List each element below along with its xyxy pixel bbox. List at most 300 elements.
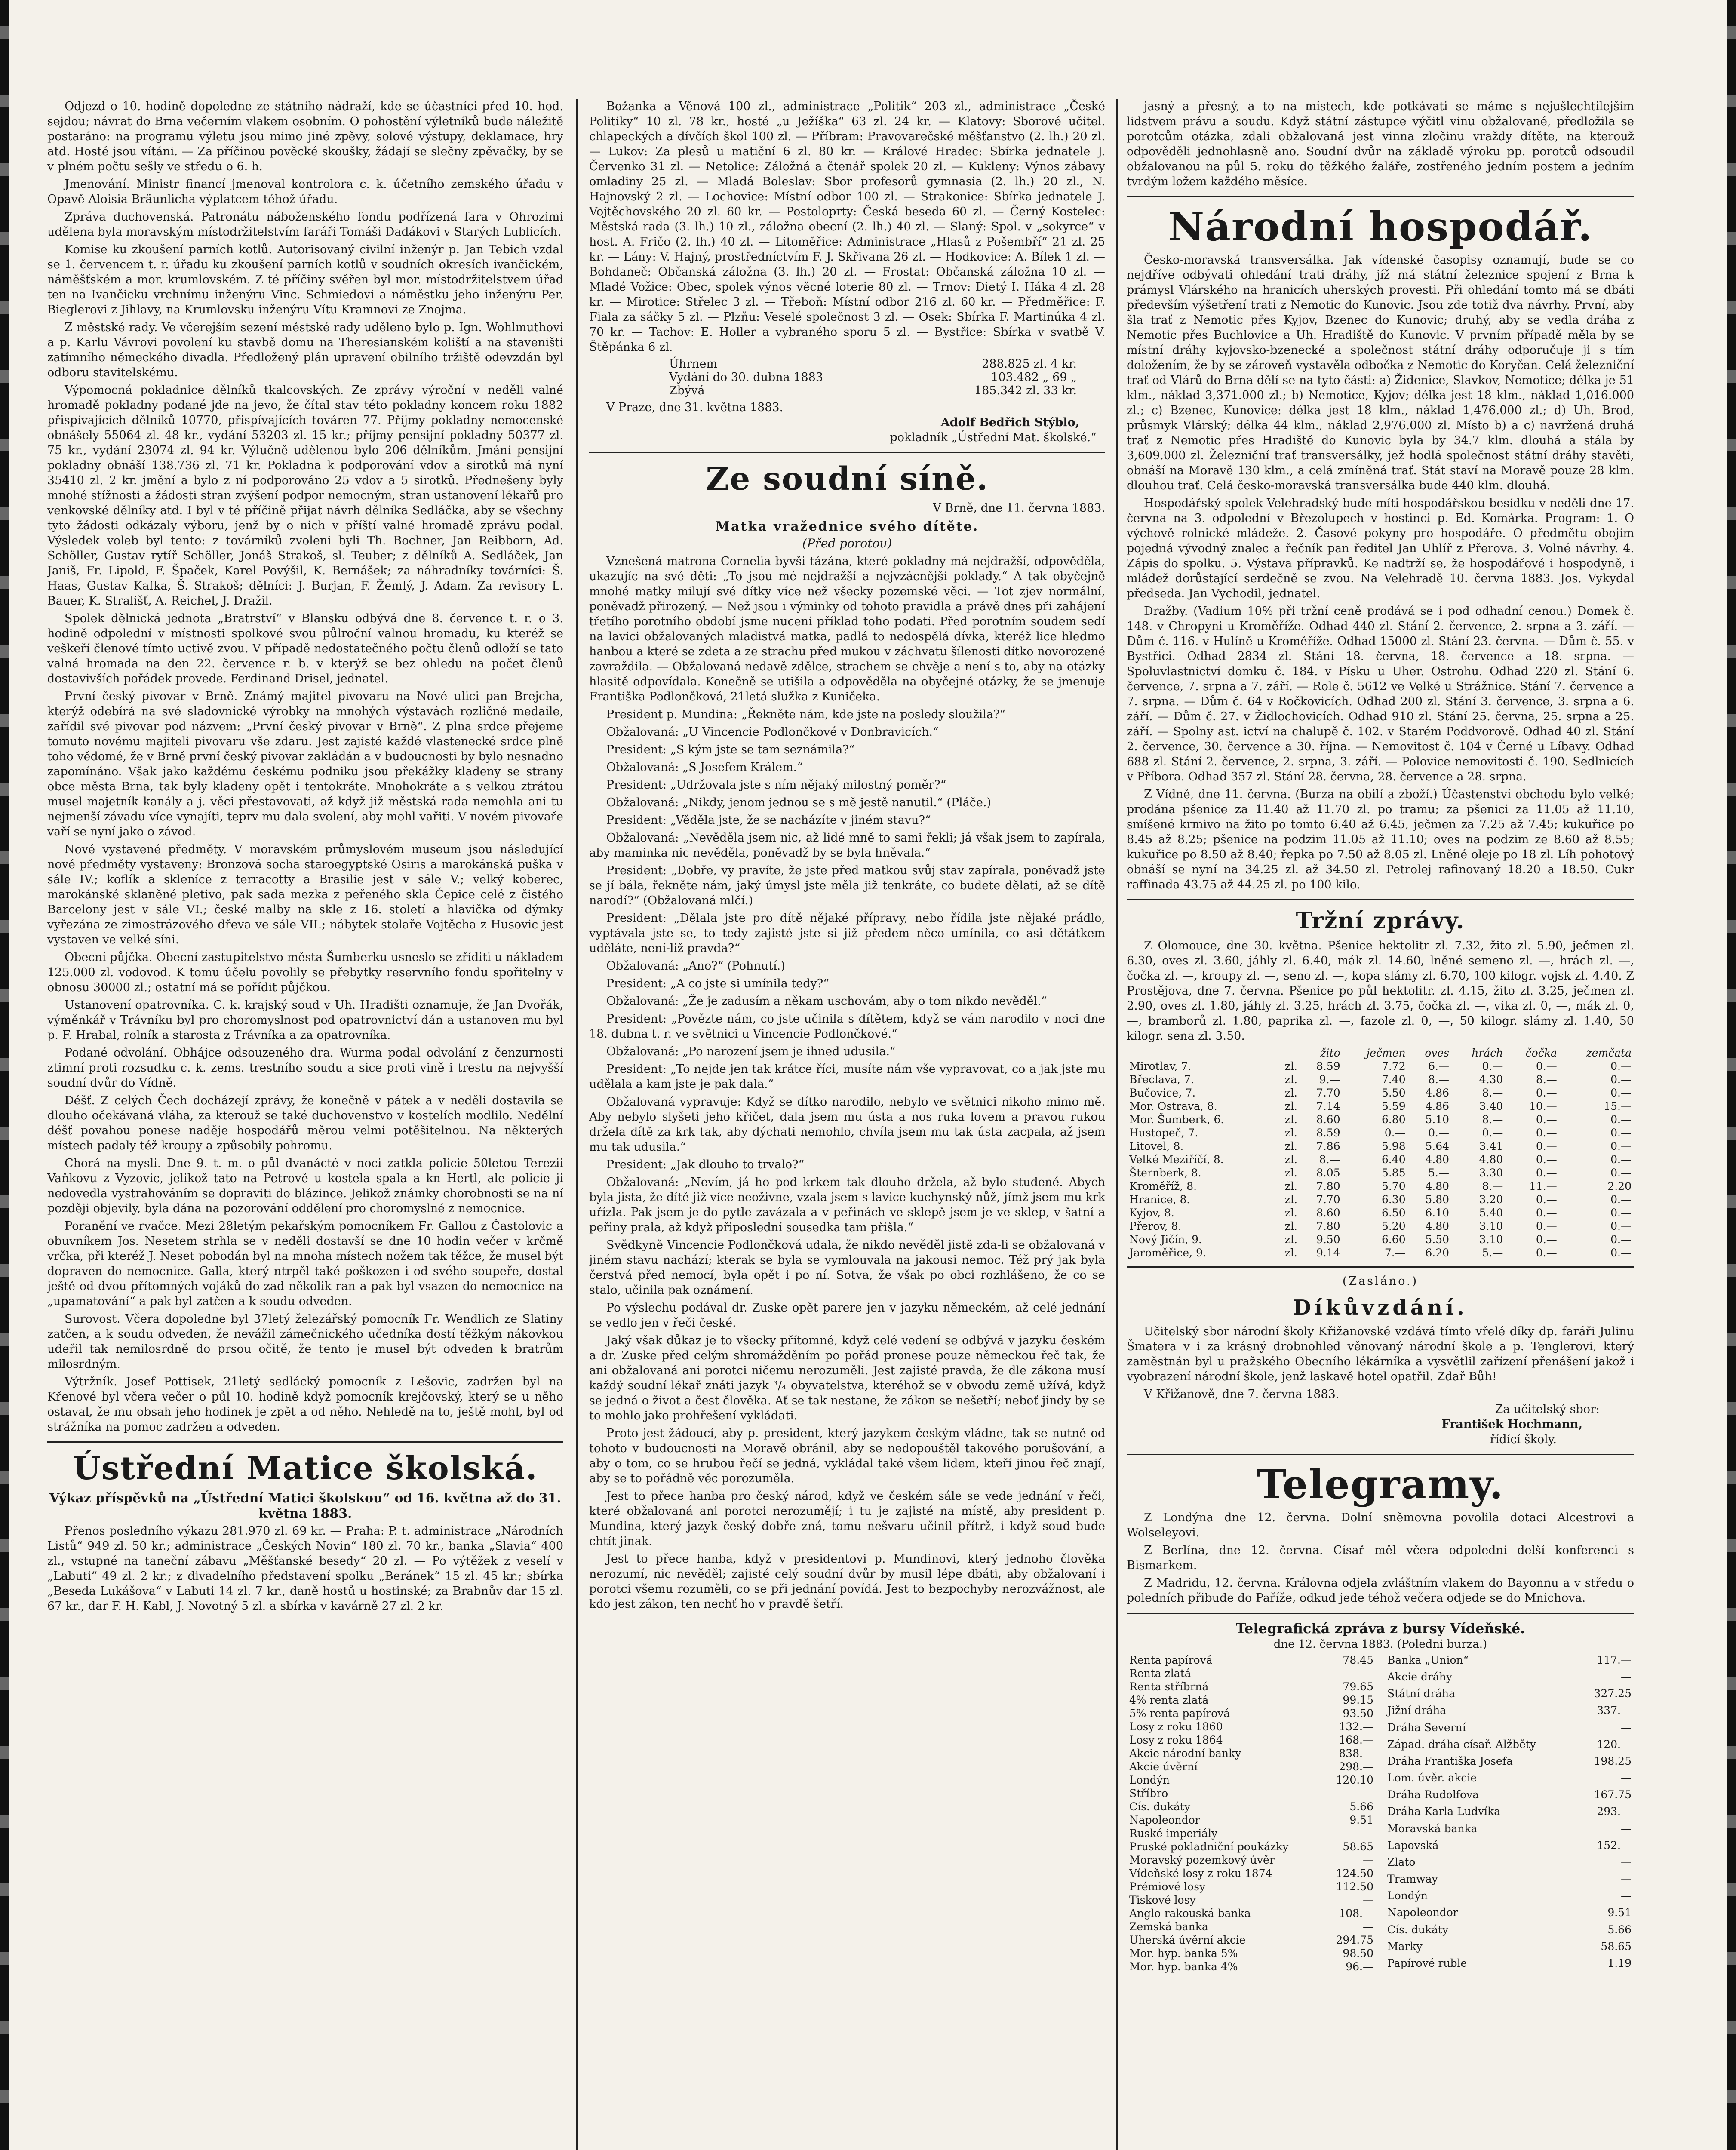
market-row-cell: 6.20 (1425, 1247, 1450, 1259)
court-paragraph: Obžalovaná: „Nikdy, jenom jednou se s mě jestě nanutil.“ (Pláče.) (606, 796, 991, 809)
market-row-cell: 15.— (1604, 1100, 1632, 1112)
market-row-cell: 8.— (1319, 1153, 1340, 1166)
stock-row-cell: Ruské imperiály (1129, 1827, 1218, 1840)
stock-row (1385, 1855, 1634, 1872)
stock-row (1385, 1889, 1634, 1906)
scan-edge-right (1727, 0, 1736, 2150)
market-row-cell: 5.— (1428, 1167, 1450, 1179)
market-row-cell: 0.— (1610, 1153, 1632, 1166)
news-paragraph: Déšť. Z celých Čech docházejí zprávy, že konečně v pátek a v neděli dostavila se dlouho očekávaná vláha, za kterouž se také duchovenstvo v kostelích modlilo. Nedělní déšť povahou ponese naděje hospodářů měrou velmi potěšitelnou. Na některých místech padaly též kroupy a způsobily pohromu. (47, 1094, 563, 1152)
stock-row (1385, 1940, 1634, 1956)
market-row-cell: 4.80 (1425, 1153, 1450, 1166)
market-row (1127, 1166, 1634, 1179)
stock-row (1127, 1773, 1376, 1787)
market-row-cell: 9.14 (1316, 1247, 1340, 1259)
thanks-sign-name: František Hochmann, (1441, 1418, 1582, 1431)
news-paragraph: Podané odvolání. Obhájce odsouzeného dra. Wurma podal odvolání z čenzurnosti ztimní proti rozsudku c. k. zems. trestního soudu a sice proti vině i trestu na nejvyšší soudní dvůr do Vídně. (47, 1046, 563, 1090)
market-row-cell: zl. (1284, 1207, 1297, 1219)
market-row-cell: Kyjov, 8. (1129, 1207, 1174, 1219)
stock-row-cell: 96.— (1346, 1960, 1373, 1973)
market-row-cell: 3.10 (1479, 1233, 1503, 1246)
market-row-cell: 0.— (1536, 1153, 1557, 1166)
stock-row-cell: 5.66 (1349, 1800, 1373, 1813)
market-row-cell: 4.80 (1425, 1180, 1450, 1192)
market-row-cell: Hustopeč, 7. (1129, 1127, 1198, 1139)
market-row-cell: zl. (1284, 1233, 1297, 1246)
stock-row-cell: Banka „Union“ (1387, 1654, 1469, 1666)
stock-row-cell: Prémiové losy (1129, 1880, 1206, 1893)
market-row (1127, 1193, 1634, 1206)
market-row-cell: 7.70 (1316, 1087, 1340, 1099)
market-row (1127, 1233, 1634, 1246)
stock-row-cell: 337.— (1597, 1704, 1632, 1717)
court-paragraph: President: „Udržovala jste s ním nějaký milostný poměr?“ (606, 778, 946, 792)
stock-row-cell: — (1621, 1855, 1632, 1868)
stock-row (1127, 1827, 1376, 1840)
market-row (1127, 1113, 1634, 1126)
market-row-cell: Mirotlav, 7. (1129, 1060, 1192, 1072)
market-row-cell: 6.30 (1381, 1193, 1406, 1206)
market-row-cell: 4.80 (1425, 1220, 1450, 1232)
market-row-cell: 0.— (1610, 1193, 1632, 1206)
matice-subtitle: Výkaz příspěvků na „Ústřední Matici školskou“ od 16. května až do 31. května 1883. (49, 1491, 561, 1521)
stock-row-cell: 293.— (1597, 1805, 1632, 1818)
market-row-cell: 5.20 (1381, 1220, 1406, 1232)
news-paragraph: Ustanovení opatrovníka. C. k. krajský soud v Uh. Hradišti oznamuje, že Jan Dvořák, výměnkář v Trávníku byl pro choromyslnost pod opatrovnictví dán a ustanoven mu byl p. F. Hrabal, rolník a starosta z Trávníka a za opatrovníka. (47, 998, 563, 1042)
market-row-cell: 5.80 (1425, 1193, 1450, 1206)
stock-row-cell: Anglo-rakouská banka (1129, 1907, 1251, 1920)
donations-summary (667, 357, 1079, 397)
market-row-cell: 7.72 (1381, 1060, 1406, 1072)
market-row-cell: 0.— (1610, 1127, 1632, 1139)
stock-row-cell: Dráha Františka Josefa (1387, 1754, 1513, 1767)
news-paragraph: Výpomocná pokladnice dělníků tkalcovských. Ze zprávy výroční v neděli valné hromadě pokladny podané jde na jevo, že čítal stav této pokladny koncem roku 1882 přispívajících dělníků 10770, přispívajících továren 77. Příjmy pokladny nemocenské obnášely 55064 zl. 48 kr., vydání 53203 zl. 15 kr.; příjmy pensijní pokladny 50377 zl. 75 kr., vydání 23074 zl. 94 kr. Výlučně udělenou bylo 206 dělníkům. Jmání pensijní pokladny obnáší 138.736 zl. 71 kr. Pokladna k podporování vdov a sirotků má nyní 35410 zl. 2 kr. jmění a bylo z ní podporováno 25 vdov a 5 sirotků. Přednešeny byly mnohé stížnosti a žádosti stran zvýšení podpor nemocným, stran ustanovení lékařů pro venkovské dělníky atd. I byl v té příčině přijat návrh dělníka Sedláčka, aby se všechny tyto žádosti odkázaly výboru, jenž by o nich v příští valné hromadě zprávu podal. Výsledek voleb byl tento: z továrníků zvoleni byli Th. Bochner, Jan Reibborn, Ad. Schöller, Gustav rytíř Schöller, Jonáš Strakoš, sl. Teuber; z dělníků A. Sedláček, Jan Janiš, Fr. Lipold, F. Špaček, Karel Povýšil, K. Bernášek; za náhradníky továrníci: Š. Haas, Gustav Kafka, Š. Strakoš; dělníci: J. Burjan, F. Žemlý, J. Adam. Za revisory L. Bauer, K. Strališť, A. Reichel, J. Dražil. (47, 384, 563, 608)
market-row-cell: 5.59 (1381, 1100, 1406, 1112)
stock-row-cell: — (1363, 1667, 1373, 1680)
stock-row-cell: Moravská banka (1387, 1822, 1478, 1835)
market-row-cell: 0.— (1536, 1127, 1557, 1139)
court-paragraph: Po výslechu podával dr. Zuske opět parere jen v jazyku německém, až celé jednání se vedlo jen v řeči české. (589, 1301, 1105, 1330)
thanks-note: (Zasláno.) (1342, 1275, 1419, 1288)
market-row-cell: zl. (1284, 1193, 1297, 1206)
column-3 (1127, 99, 1634, 2150)
stock-row-cell: 112.50 (1336, 1880, 1373, 1893)
market-row-cell: 7.— (1384, 1247, 1406, 1259)
stock-row (1127, 1907, 1376, 1920)
section-divider (589, 452, 1105, 453)
market-row-cell: 0.— (1536, 1193, 1557, 1206)
market-row-cell: 8.— (1482, 1113, 1503, 1126)
stock-row-cell: 108.— (1339, 1907, 1373, 1920)
market-header-cell (1127, 1046, 1274, 1060)
stock-row-cell: Tiskové losy (1129, 1894, 1196, 1906)
stock-row (1127, 1787, 1376, 1800)
stock-row-cell: Mor. hyp. banka 4% (1129, 1960, 1238, 1973)
stock-row-cell: Mor. hyp. banka 5% (1129, 1947, 1238, 1960)
section-divider (1127, 899, 1634, 900)
scan-edge-left (0, 0, 9, 2150)
stock-row (1385, 1822, 1634, 1839)
market-row-cell: 6.— (1428, 1060, 1450, 1072)
telegrams (1127, 1510, 1634, 1606)
economy-paragraph: Česko-moravská transversálka. Jak vídenské časopisy oznamují, bude se co nejdříve odbývati ohledání trati dráhy, jíž má státní železnice spojení z Brna k prámysl Vlárského na hranicích uherských provesti. Při ohledání tomto má se dbáti především výšetření trati z Nemotic do Kunovic. Jsou zde totiž dva návrhy. První, aby šla trať z Nemotic přes Kyjov, Bzenec do Kunovic; druhý, aby se vedla dráha z Nemotic přes Buchlovice a Uh. Hradiště do Kunovic. V prvním případě měla by se místní dráhy kyjovsko-bzenecké a společnost státní dráhy odporučuje ji s tím doložením, že by se zároveň vystavěla odbočka z Nemotic do Koryčan. Celá železniční trať od Vlárů do Brna dělí se na tyto části: a) Židenice, Slavkov, Nemotice; délka je 51 klm., náklad 3,371.000 zl.; b) Nemotice, Kyjov; délka jest 18 klm., náklad 1,016.000 zl.; c) Bzenec, Kunovice: délka jest 18 klm., náklad 1,476.000 zl.; d) Uh. Brod, průsmyk Vlárský; délka 44 klm., náklad 2,976.000 zl. Místo b) a c) navržená druhá trať z Nemotic přes Hradiště do Kunovic byla by 34.7 klm. dlouhá a stála by 3,609.000 zl. Železniční trať transversálky, jež hodlá společnost státní dráhy stavěti, obnáší na Moravě 130 klm., a celá zmíněná trať. Stát staví na Moravě pouze 28 klm. dlouhou trať. Celá česko-moravská transversálka bude 440 klm. dlouhá. (1127, 253, 1634, 492)
stock-row (1385, 1805, 1634, 1821)
stock-row (1385, 1721, 1634, 1738)
stock-row-cell: Losy z roku 1864 (1129, 1734, 1223, 1746)
market-row-cell: 11.— (1529, 1180, 1557, 1192)
market-row-cell: Šternberk, 8. (1129, 1167, 1201, 1179)
stock-row (1127, 1693, 1376, 1707)
market-row-cell: zl. (1284, 1100, 1297, 1112)
stock-row-cell: Losy z roku 1860 (1129, 1720, 1223, 1733)
market-row-cell: zl. (1284, 1220, 1297, 1232)
market-row-cell: 0.— (1536, 1207, 1557, 1219)
stock-row-cell: Renta zlatá (1129, 1667, 1191, 1680)
market-title: Tržní zprávy. (1296, 908, 1465, 934)
market-row (1127, 1219, 1634, 1233)
market-row-cell: 8.60 (1316, 1113, 1340, 1126)
stock-row-cell: Zlato (1387, 1855, 1416, 1868)
stock-row-cell: Napoleondor (1129, 1814, 1200, 1826)
market-row-cell: 3.20 (1479, 1193, 1503, 1206)
market-row-cell: 0.— (1536, 1220, 1557, 1232)
market-header-cell: čočka (1525, 1047, 1557, 1059)
market-row-cell: 0.— (1610, 1073, 1632, 1086)
section-divider (47, 1441, 563, 1443)
stock-row-cell: 327.25 (1594, 1687, 1632, 1700)
stock-row-cell: 78.45 (1343, 1654, 1373, 1666)
market-row-cell: 6.50 (1381, 1207, 1406, 1219)
market-row (1127, 1126, 1634, 1140)
market-row (1127, 1086, 1634, 1100)
stock-row-cell: Renta papírová (1129, 1654, 1213, 1666)
market-row (1127, 1140, 1634, 1153)
section-divider (1127, 1612, 1634, 1614)
market-row-cell: Litovel, 8. (1129, 1140, 1184, 1152)
market-row-cell: zl. (1284, 1247, 1297, 1259)
market-row-cell: 0.— (1536, 1113, 1557, 1126)
thanks-text: Učitelský sbor národní školy Křižanovské vzdává tímto vřelé díky dp. faráři Julinu Šmatera v i za krásný drobnohled věnovaný národní škole a p. Tenglerovi, který zaměstnán byl u pražského Obecního lékárníka a vysvětlil zařízení přenášení jakož i vyobrazení národní škole, jenž laskavě hotel opatřil. Zdař Bůh! (1127, 1325, 1634, 1383)
market-row-cell: Hranice, 8. (1129, 1193, 1190, 1206)
stock-row-cell: 294.75 (1336, 1934, 1373, 1946)
stock-row-cell: 117.— (1597, 1654, 1632, 1666)
market-row-cell: 5.64 (1425, 1140, 1450, 1152)
market-row-cell: 8.60 (1316, 1207, 1340, 1219)
court-paragraph: Jest to přece hanba, když v presidentovi p. Mundinovi, který jednoho člověka nerozumí, nic nevěděl; zajisté celý soudní dvůr by musil lépe dbáti, aby obžalovaní i porotci všemu rozuměli, co se při jednání povídá. Jest to bezpochyby nerozvážnost, ale kdo jest zákon, ten nechť ho v pravdě šetří. (589, 1552, 1105, 1611)
market-row-cell: 7.40 (1381, 1073, 1406, 1086)
market-row-cell: 5.— (1482, 1247, 1503, 1259)
market-row-cell: 0.— (1536, 1247, 1557, 1259)
stock-row-cell: 198.25 (1594, 1754, 1632, 1767)
matice-text: Přenos posledního výkazu 281.970 zl. 69 kr. — Praha: P. t. administrace „Národních Listů“ 949 zl. 50 kr.; administrace „Českých Novin“ 180 zl. 70 kr., banka „Slavia“ 400 zl., vstupné na taneční zábavu „Měšťanské besedy“ 20 zl. — Po výtěžek z veselí v „Labuti“ 49 zl. 2 kr.; z divadelního představení spolku „Beránek“ 15 zl. 45 kr.; sbírka „Beseda Lukášova“ v Labuti 14 zl. 7 kr., daně hostů u hostinské; za Brabnův dar 15 zl. 67 kr., dar F. H. Kabl, J. Novotný 5 zl. a sbírka v kavárně 27 zl. 2 kr. (47, 1524, 563, 1613)
market-row-cell: 5.50 (1381, 1087, 1406, 1099)
news-paragraph: Komise ku zkoušení parních kotlů. Autorisovaný civilní inženýr p. Jan Tebich vzdal se 1. červencem t. r. úřadu ku zkoušení parních kotlů v soudních okresích ivančickém, náměšťském a mor. krumlovském. Z té příčiny svěřen byl mor. místodržitelstvem úřad ten na Ivančicku vrchnímu inženýru Vinc. Schmiedovi a náměstku jeho inženýru Per. Bieglerovi z Jihlavy, na Krumlovsku inženýru Vítu Kramnovi ze Znojma. (47, 243, 563, 316)
stock-row-cell: — (1363, 1854, 1373, 1866)
stock-row-cell: Vídeňské losy z roku 1874 (1129, 1867, 1272, 1880)
telegram-paragraph: Z Madridu, 12. června. Královna odjela zvláštním vlakem do Bayonnu a v středu o poledních přibude do Paříže, odkud jede téhož večera odjede se do Mnichova. (1127, 1576, 1634, 1605)
stock-row-cell: Pruské pokladniční poukázky (1129, 1840, 1289, 1853)
stock-row (1127, 1653, 1376, 1667)
stock-row-cell: — (1363, 1894, 1373, 1906)
summary-row-cell: 103.482 „ 69 „ (991, 371, 1077, 384)
thanks-sign-role: řídící školy. (1490, 1433, 1557, 1446)
market-row-cell: 8.05 (1316, 1167, 1340, 1179)
news-paragraph: První český pivovar v Brně. Známý majitel pivovaru na Nové ulici pan Brejcha, kterýž odebírá na své sladovnické výrobky na mnohých výstavách rozličné medaile, zařídil své pivovar pod názvem: „První český pivovar v Brně“. Z plna srdce přejeme tomuto novému majiteli pivovaru vše zdaru. Jest zajisté každé vlastenecké srdce plně toho vědomé, že v Brně první český pivovar zakládán a v budoucnosti by bylo nesnadno zapomínáno. Však jako každému českému podniku jsou překážky kladeny se strany obce města Brna, tak byly kladeny opět i tentokráte. Mnohokráte a s velkou ztrátou musel majetník kanály a j. věci přestavovati, až když již městská rada nemohla ani tu nejmenší závadu více vynajíti, teprv mu dala svolení, aby mohl vařiti. V novém pivovaře vaří se nyní jako o závod. (47, 690, 563, 838)
telegram-paragraph: Z Londýna dne 12. června. Dolní sněmovna povolila dotaci Alcestrovi a Wolseleyovi. (1127, 1511, 1634, 1539)
market-row-cell: zl. (1284, 1060, 1297, 1072)
stock-row-cell: Akcie úvěrní (1129, 1760, 1198, 1773)
stock-row-cell: Akcie národní banky (1129, 1747, 1241, 1760)
market-row-cell: 3.40 (1479, 1100, 1503, 1112)
market-row-cell: 6.80 (1381, 1113, 1406, 1126)
local-news (47, 99, 563, 1434)
market-row-cell: 0.— (1610, 1140, 1632, 1152)
market-row-cell: 0.— (1536, 1060, 1557, 1072)
court-paragraph: President: „S kým jste se tam seznámila?“ (606, 743, 855, 756)
stock-row (1127, 1733, 1376, 1747)
market-row-cell: 0.— (1610, 1207, 1632, 1219)
court-paragraph: Obžalovaná: „Nevěděla jsem nic, až lidé mně to sami řekli; já však jsem to zapírala, aby maminka nic nevěděla, poněvadž by se byla hněvala.“ (589, 831, 1105, 860)
stock-row (1385, 1653, 1634, 1670)
market-header-cell: ječmen (1366, 1047, 1406, 1059)
court-paragraph: Obžalovaná: „Ano?“ (Pohnutí.) (606, 959, 785, 973)
thanks-title: Díkůvzdání. (1293, 1296, 1468, 1320)
market-row-cell: 7.86 (1316, 1140, 1340, 1152)
market-row-cell: 0.— (1610, 1060, 1632, 1072)
news-paragraph: Zpráva duchovenská. Patronátu náboženského fondu podřízená fara v Ohrozimi udělena byla moravským místodržitelstvím faráři Tomáši Dadákovi v Starých Lublicích. (47, 210, 563, 239)
court-paragraph: President p. Mundina: „Řekněte nám, kde jste na posledy sloužila?“ (606, 708, 1006, 721)
market-row-cell: zl. (1284, 1180, 1297, 1192)
stock-table-left (1127, 1653, 1376, 1973)
court-paragraph: Obžalovaná: „S Josefem Králem.“ (606, 761, 803, 774)
stock-row-cell: Státní dráha (1387, 1687, 1456, 1700)
market-row (1127, 1073, 1634, 1086)
court-paragraph: Obžalovaná: „Po narození jsem je ihned udusila.“ (606, 1045, 896, 1058)
thanks-place: V Křižanově, dne 7. června 1883. (1144, 1388, 1340, 1401)
stock-row-cell: 1.19 (1607, 1956, 1632, 1969)
stock-row (1127, 1880, 1376, 1893)
market-row-cell: 3.10 (1479, 1220, 1503, 1232)
stock-row-cell: — (1621, 1889, 1632, 1902)
market-row-cell: 0.— (1428, 1127, 1450, 1139)
stock-row-cell: — (1363, 1827, 1373, 1840)
summary-row (667, 384, 1079, 397)
stock-row-cell: Lom. úvěr. akcie (1387, 1772, 1477, 1784)
stock-row (1127, 1720, 1376, 1733)
market-row-cell: 4.86 (1425, 1087, 1450, 1099)
news-paragraph: Surovost. Včera dopoledne byl 37letý železářský pomocník Fr. Wendlich ze Slatiny zatčen, a k soudu odveden, že nevážil zámečnického učedníka dostí těžkým nákovkou udeřil tak nemilosrdně do prsou očitě, že tento je musel být odveden k bratrům milosrdným. (47, 1312, 563, 1371)
stock-row-cell: — (1363, 1920, 1373, 1933)
market-row-cell: 8.— (1482, 1180, 1503, 1192)
stock-row (1127, 1920, 1376, 1933)
market-row-cell: Mor. Šumberk, 6. (1129, 1113, 1224, 1126)
market-row-cell: 8.59 (1316, 1127, 1340, 1139)
stock-row (1385, 1839, 1634, 1855)
stock-row-cell: — (1621, 1873, 1632, 1886)
stock-row-cell: 5% renta papírová (1129, 1707, 1230, 1720)
telegram-paragraph: Z Berlína, dne 12. června. Císař měl včera odpolední delší konferenci s Bismarkem. (1127, 1544, 1634, 1572)
market-row-cell: 5.50 (1425, 1233, 1450, 1246)
stock-row-cell: 152.— (1597, 1839, 1632, 1852)
stock-row-cell: Západ. dráha císař. Alžběty (1387, 1738, 1536, 1751)
telegram-title: Telegramy. (1257, 1461, 1504, 1508)
news-paragraph: Odjezd o 10. hodině dopoledne ze státního nádraží, kde se účastníci před 10. hod. sejdou; návrat do Brna večerním vlakem osobním. O pohostění výletníků bude náležitě postaráno: na programu výletu jsou mimo jiné zpěvy, solové výstupy, deklamace, hry atd. Hosté jsou vítáni. — Za příčinou pověcké skoušky, žádají se slečny zpěvačky, by se v plném počtu sešly ve středu o 6. h. (47, 100, 563, 173)
court-title: Ze soudní síně. (706, 461, 989, 498)
market-row-cell: 0.— (1536, 1087, 1557, 1099)
signature-role: pokladník „Ústřední Mat. školské.“ (890, 431, 1097, 444)
market-row-cell: 0.— (1610, 1233, 1632, 1246)
market-row-cell: 8.— (1482, 1087, 1503, 1099)
news-paragraph: Nové vystavené předměty. V moravském průmyslovém museum jsou následující nové předměty vystaveny: Bronzová socha staroegyptské Osiris a marokánská puška v sále IV.; koflík a skleníce z terracotty a Brasilie jest v sále V.; velký koberec, marokánské sklaněné pletivo, pak sada mezka z peřeného skla Čepice celé z čistého Barcelony jest v sále VI.; české malby na skle z 16. století a hlavička od dýmky vyřezána ze zimostrázového dřeva ve sále VII.; nábytek stolaře Vojtěcha z Husovic jest vystaven ve velké síni. (47, 843, 563, 946)
stock-row (1127, 1760, 1376, 1773)
market-row-cell: 4.80 (1479, 1153, 1503, 1166)
section-divider (1127, 1454, 1634, 1455)
court-paragraph: Vznešená matrona Cornelia byvši tázána, které pokladny má nejdražší, odpověděla, ukazujíc na své děti: „To jsou mé nejdražší a nejvzácnější poklady.“ A tak obyčejně mnohé matky milují své dítky více než všecky pozemské věci. — Tot zjev normální, poněvadž přirozený. — Než jsou i výminky od tohoto pravidla a právě dnes při zahájení třetího porotního období jsme nuceni příklad toho podati. Před porotním soudem sedí na lavici obžalovaných mladistvá matka, padlá to nedospělá dívka, kteréž lice hledmo hanbou a které se zdeta a ze strachu před mukou v záchvatu šílenosti dítko novorozené zavraždila. — Obžalovaná nedavě zdělce, strachem se chvěje a není s to, aby na otázky hlasitě odpovídala. Konečně se utišila a odpověděla na obyčejné otázky, že se jmenuje Františka Podlončková, 21letá služka z Kuničeka. (589, 555, 1105, 703)
stock-row-cell: 298.— (1339, 1760, 1373, 1773)
court-paragraph: President: „Dobře, vy pravíte, že jste před matkou svůj stav zapírala, poněvadž jste se jí bála, řekněte nám, jaký úmysl jste měla již tenkráte, co budete dělati, až se dítě narodí?“ (Obžalovaná mlčí.) (589, 864, 1105, 907)
court-paragraph: President: „Jak dlouho to trvalo?“ (606, 1158, 805, 1171)
economy-paragraph: Dražby. (Vadium 10% při tržní ceně prodává se i pod odhadní cenou.) Domek č. 148. v Chropyni u Kroměříže. Odhad 440 zl. Stání 2. července, 2. srpna a 3. září. — Dům č. 116. v Hulíně u Kroměříže. Odhad 15000 zl. Stání 23. června. — Dům č. 55. v Bystřici. Odhad 2834 zl. Stání 18. června, 18. července a 18. srpna. — Spoluvlastnictví domku č. 184. v Písku u Uher. Ostrohu. Odhad 220 zl. Stání 6. července, 7. srpna a 7. září. — Role č. 5612 ve Velké u Strážnice. Stání 7. července a 7. srpna. — Dům č. 64 v Ročkovicích. Odhad 200 zl. Stání 3. července, 3. srpna a 6. září. — Dům č. 27. v Židlochovicích. Odhad 910 zl. Stání 25. června, 25. srpna a 25. září. — Spolny ast. ictví na chalupě č. 102. v Starém Poddvorově. Odhad 40 zl. Stání 2. července, 30. července a 30. října. — Nemovitost č. 104 v Černé u Líbavy. Odhad 688 zl. Stání 2. července, 2. srpna, 3. září. — Polovice nemovitosti č. 190. Sedlnicích v Příbora. Odhad 357 zl. Stání 28. června, 28. července a 28. srpna. (1127, 605, 1634, 783)
stock-row-cell: 132.— (1339, 1720, 1373, 1733)
stock-row-cell: Stříbro (1129, 1787, 1168, 1800)
stock-row (1385, 1906, 1634, 1923)
stock-row-cell: 168.— (1339, 1734, 1373, 1746)
court-paragraph: Jest to přece hanba pro český národ, když ve českém sále se vede jednání v řeči, které obžalovaná ani porotci nerozumějí; i tu je zajisté na místě, aby president p. Mundina, který jazyk český dobře zná, tomu nešvaru učinil přítrž, i když soud bude chtít jinak. (589, 1490, 1105, 1548)
stock-row-cell: Cís. dukáty (1129, 1800, 1191, 1813)
market-row-cell: 5.85 (1381, 1167, 1406, 1179)
market-row-cell: 8.— (1428, 1073, 1450, 1086)
stock-table-right (1385, 1653, 1634, 1973)
market-row-cell: zl. (1284, 1073, 1297, 1086)
stock-row-cell: 79.65 (1343, 1680, 1373, 1693)
signature-name: Adolf Bedřich Stýblo, (940, 416, 1079, 429)
stock-row (1385, 1788, 1634, 1805)
market-row (1127, 1100, 1634, 1113)
stock-row (1127, 1840, 1376, 1853)
donations-text: Božanka a Věnová 100 zl., administrace „Politik“ 203 zl., administrace „České Politiky“ 10 zl. 78 kr., hosté „u Ježíška“ 63 zl. 24 kr. — Klatovy: Sborové učitel. chlapeckých a dívčích škol 100 zl. — Příbram: Pravovarečské měšťanstvo (2. lh.) 20 zl. — Lukov: Za plesů u matiční 6 zl. 80 kr. — Králové Hradec: Sbírka jednatele J. Červenko 31 zl. — Netolice: Záložná a čtenář spolek 20 zl. — Kukleny: Výnos zábavy omladiny 25 zl. — Mladá Boleslav: Sbor profesorů gymnasia (2. lh.) 20 zl., N. Hajnovský 2 zl. — Lochovice: Místní odbor 100 zl. — Strakonice: Sbírka jednatele J. Vojtěchovského 20 zl. 60 kr. — Postoloprty: Česká beseda 60 zl. — Černý Kostelec: Městská rada (3. lh.) 10 zl., záložna obecní (2. lh.) 40 zl. — Slaný: Spol. v „sokyrce“ v host. A. Fričo (2. lh.) 40 zl. — Litoměřice: Administrace „Hlasů z Pošembří“ 21 zl. 25 kr. — Lány: V. Hajný, prostředníctvím F. J. Skřivana 26 zl. — Hodkovice: A. Bílek 1 zl. — Bohdaneč: Občanská záložna (3. lh.) 20 zl. — Frostat: Občanská záložna 10 zl. — Mladé Vožice: Obec, spolek výnos věcné loterie 80 zl. — Trnov: Dietý I. Háka 4 zl. 28 kr. — Mirotice: Střelec 3 zl. — Třeboň: Místní odbor 216 zl. 60 kr. — Předměřice: F. Fiala za sáčky 5 zl. — Plzňu: Veselé společnost 3 zl. — Osek: Sbírka F. Martinúka 4 zl. 70 kr. — Tachov: E. Holler a vybraného sporu 5 zl. — Bystřice: Sbírka v svatbě V. Štěpánka 6 zl. (589, 100, 1105, 354)
market-row-cell: 4.30 (1479, 1073, 1503, 1086)
section-divider (1127, 196, 1634, 197)
court-place: V Brně, dne 11. června 1883. (933, 501, 1105, 515)
stock-row (1127, 1960, 1376, 1973)
news-paragraph: Z městské rady. Ve včerejším sezení městské rady uděleno bylo p. Ign. Wohlmuthovi a p. Karlu Vávrovi povolení ku stavbě domu na Theresianském koliští a na staveništi zatímního německého divadla. Předložený plán upravení obilního tržiště odevzdán byl odboru stavitelskému. (47, 321, 563, 379)
market-row-cell: 10.— (1529, 1100, 1557, 1112)
stock-row (1127, 1813, 1376, 1827)
market-header-cell: oves (1425, 1047, 1450, 1059)
stock-row (1127, 1707, 1376, 1720)
stock-row-cell: 120.— (1597, 1738, 1632, 1751)
stock-row-cell: Marky (1387, 1940, 1423, 1953)
column-rule (576, 99, 578, 2150)
stock-row-cell: — (1621, 1822, 1632, 1835)
market-row-cell: zl. (1284, 1140, 1297, 1152)
stock-title: Telegrafická zpráva z bursy Vídeňské. (1235, 1620, 1525, 1637)
market-row-cell: 0.— (1610, 1087, 1632, 1099)
stock-row-cell: 98.50 (1343, 1947, 1373, 1960)
market-row-cell: 5.40 (1479, 1207, 1503, 1219)
stock-row (1127, 1947, 1376, 1960)
stock-row (1127, 1853, 1376, 1867)
stock-row-cell: Cís. dukáty (1387, 1923, 1449, 1936)
market-row-cell: Velké Meziříčí, 8. (1129, 1153, 1224, 1166)
market-row-cell: 5.98 (1381, 1140, 1406, 1152)
stock-row (1127, 1680, 1376, 1693)
stock-tables (1127, 1653, 1634, 1973)
stock-row-cell: Renta stříbrná (1129, 1680, 1209, 1693)
stock-row-cell: Akcie dráhy (1387, 1671, 1453, 1683)
stock-row-cell: 58.65 (1601, 1940, 1632, 1953)
stock-row-cell: 838.— (1339, 1747, 1373, 1760)
stock-row-cell: 58.65 (1343, 1840, 1373, 1853)
court-paragraph: President: „To nejde jen tak krátce říci, musíte nám vše vypravovat, co a jak jste mu udělala a kam jste je pak dala.“ (589, 1063, 1105, 1091)
news-paragraph: Výtržník. Josef Pottisek, 21letý sedlácký pomocník z Lešovic, zadržen byl na Křenové byl včera večer o půl 10. hodině když pomocník krejčovský, který se u něho ostaval, že mu obsah jeho hodinek je zpět a od něho. Nehledě na to, ještě mohl, byl od strážníka na pomoc zadržen a odveden. (47, 1375, 563, 1434)
thanks-sign-label: Za učitelský sbor: (1495, 1403, 1600, 1416)
stock-row-cell: — (1363, 1787, 1373, 1800)
market-row-cell: 3.41 (1479, 1140, 1503, 1152)
market-row-cell: 8.59 (1316, 1060, 1340, 1072)
court-paragraph: Svědkyně Vincencie Podlončková udala, že nikdo nevěděl jistě zda-li se obžalovaná v jiném stavu nachází; kterak se byla se vymlouvala na jakousi nemoc. Též prý jak byla čerstvá před nemocí, byla opět i po ní. Sotva, že však po obci rozhlášeno, že co se stalo, učinila pak oznámení. (589, 1238, 1105, 1297)
section-divider (1127, 1266, 1634, 1268)
market-price-table (1127, 1046, 1634, 1259)
court-paragraph: President: „Povězte nám, co jste učinila s dítětem, když se vám narodilo v noci dne 18. dubna t. r. ve světnici u Vincencie Podlončkové.“ (589, 1012, 1105, 1041)
market-row-cell: Kroměříž, 8. (1129, 1180, 1197, 1192)
stock-row-cell: Tramway (1387, 1873, 1438, 1886)
stock-row-cell: — (1621, 1721, 1632, 1734)
market-row-cell: 8.— (1536, 1073, 1557, 1086)
stock-row-cell: Zemská banka (1129, 1920, 1208, 1933)
court-conclusion: jasný a přesný, a to na místech, kde potkávati se máme s nejušlechtilejším lidstvem právu a soudu. Když státní zástupce výčitl vinu obžalované, předložila se porotcům otázka, zdali obžalovaná jest vinna zločinu vraždy dítěte, na kterouž odpověděli jednohlasně ano. Soudní dvůr na základě výroku pp. porotců odsoudil obžalovanou na půl 5. roku do těžkého žaláře, zostřeného jedním postem a jedním tvrdým ložem každého měsíce. (1127, 100, 1634, 188)
market-row-cell: 7.70 (1316, 1193, 1340, 1206)
market-text: Z Olomouce, dne 30. května. Pšenice hektolitr zl. 7.32, žito zl. 5.90, ječmen zl. 6.30, oves zl. 3.60, jáhly zl. 6.40, mák zl. 14.60, lněné semeno zl. —, hrách zl. —, čočka zl. —, kroupy zl. —, seno zl. —, kopa slámy zl. 6.70, 100 kilogr. vojsk zl. 4.40. Z Prostějova, dne 7. června. Pšenice po půl hektolitr. zl. 4.15, žito zl. 3.25, ječmen zl. 2.90, oves zl. 1.80, jáhly zl. 3.25, hrách zl. 3.75, čočka zl. —, vika zl. 0, —, mák zl. 0, —, bramborů zl. 1.80, paprika zl. —, fazole zl. 0, —, 50 kilogr. slámy zl. 1.40, 50 kilogr. sena zl. 3.50. (1127, 939, 1634, 1043)
market-row-cell: zl. (1284, 1153, 1297, 1166)
stock-date: dne 12. června 1883. (Poledni burza.) (1273, 1638, 1487, 1651)
market-row-cell: 0.— (1610, 1247, 1632, 1259)
market-row-cell: zl. (1284, 1087, 1297, 1099)
market-row (1127, 1060, 1634, 1073)
stock-row (1385, 1923, 1634, 1940)
market-row-cell: 4.86 (1425, 1100, 1450, 1112)
news-paragraph: Spolek dělnická jednota „Bratrství“ v Blansku odbývá dne 8. července t. r. o 3. hodině odpolední v místnosti spolkové svou půlroční valnou hromadu, ku kteréž se veškeří členové tímto uctivě zvou. V případě nedostatečného počtu členů odloží se tato valná hromada na den 22. července r. b. v kterýž se bez ohledu na počet členů dostavivších pořádek provede. Ferdinand Drisel, jednatel. (47, 612, 563, 685)
stock-row-cell: Moravský pozemkový úvěr (1129, 1854, 1275, 1866)
stock-row-cell: Londýn (1129, 1774, 1170, 1786)
market-row-cell: 9.50 (1316, 1233, 1340, 1246)
market-row-cell: Bučovice, 7. (1129, 1087, 1196, 1099)
summary-row-cell: Vydání do 30. dubna 1883 (669, 371, 823, 384)
economy-news (1127, 252, 1634, 892)
market-row-cell: 0.— (1384, 1127, 1406, 1139)
market-row-cell: Nový Jičín, 9. (1129, 1233, 1202, 1246)
court-paragraph: Obžalovaná vypravuje: Když se dítko narodilo, nebylo ve světnici nikoho mimo mě. Aby nebylo slyšeti jeho křičet, dala jsem mu ústa a nos ruka lovem a pravou rukou držela dítě za krk tak, aby dýchati nemohlo, chvíla jsem mu tak ústa zacpala, až jsem mu tak udusila.“ (589, 1095, 1105, 1154)
stock-row-cell: Lapovská (1387, 1839, 1439, 1852)
stock-row-cell: 9.51 (1607, 1906, 1632, 1919)
stock-row-cell: 167.75 (1594, 1788, 1632, 1801)
court-paragraph: Jaký však důkaz je to všecky přítomné, když celé vedení se odbývá v jazyku českém a dr. Zuske před celým shromážděním po pořád pronese pouze německou řeč tak, že ani obžalovaná ani porotci ničemu nerozuměli. Jest zajisté pravda, že dle zákona musí každý soudní lékař znáti jazyk ³/₄ obyvatelstva, kteréhož se v obvodu země užívá, když se jedná o život a čest člověka. Ať se tak nestane, že zákon se nešetří; neboť jindy by se to mohlo jako prohřešení vykládati. (589, 1334, 1105, 1422)
summary-row-cell: Zbývá (669, 384, 705, 397)
market-row-cell: 7.14 (1316, 1100, 1340, 1112)
court-paragraph: Obžalovaná: „U Vincencie Podlončkové v Donbravicích.“ (606, 725, 939, 739)
summary-row-cell: 288.825 zl. 4 kr. (982, 357, 1077, 371)
stock-row-cell: Uherská úvěrní akcie (1129, 1934, 1246, 1946)
news-paragraph: Jmenování. Ministr financí jmenoval kontrolora c. k. účetního zemského úřadu v Opavě Aloisia Bräunlicha výplatcem téhož úřadu. (47, 178, 563, 206)
market-row-cell: 5.10 (1425, 1113, 1450, 1126)
economy-title: Národní hospodář. (1168, 203, 1593, 250)
summary-row-cell: 185.342 zl. 33 kr. (974, 384, 1077, 397)
market-row-cell: 0.— (1610, 1113, 1632, 1126)
market-header-cell: hrách (1472, 1047, 1503, 1059)
market-row-cell: 2.20 (1607, 1180, 1632, 1192)
stock-row (1127, 1893, 1376, 1907)
stock-row-cell: Jižní dráha (1387, 1704, 1447, 1717)
